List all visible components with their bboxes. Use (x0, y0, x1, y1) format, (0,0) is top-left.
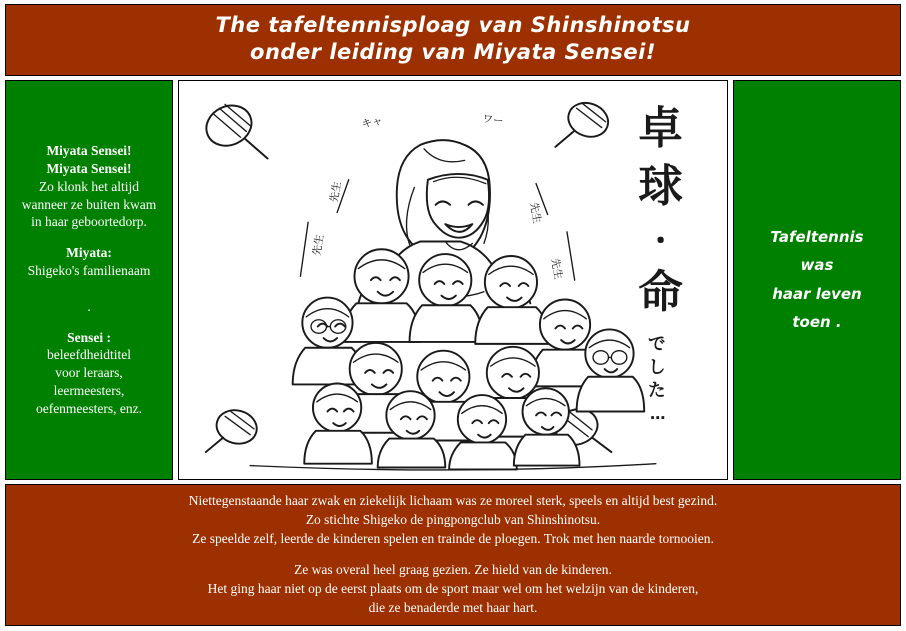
kanji-dot: ・ (646, 223, 676, 258)
kanji-taku: 卓 (638, 102, 683, 154)
footer-line: Ze was overal heel graag gezien. Ze hield van de kinderen. (294, 561, 612, 577)
quote-line: Tafeltennis (770, 227, 864, 246)
kanji-inochi: 命 (638, 266, 683, 318)
title-line-1: The tafeltennisploag van Shinshinotsu (215, 13, 691, 37)
glossary-term-line: Miyata: (66, 245, 112, 261)
svg-text:先生: 先生 (309, 233, 327, 257)
glossary-body-line (14, 280, 164, 298)
quote-line: toen . (792, 313, 842, 332)
footer-spacer (16, 549, 890, 560)
glossary-body-line: beleefdheidtitel (47, 347, 131, 363)
glossary-block-sensei (14, 329, 164, 418)
kanji-caption-shi: し (648, 357, 666, 378)
glossary-body-line: Shigeko's familienaam (27, 263, 151, 279)
page-title (5, 4, 901, 76)
kanji-caption-de: で (648, 334, 666, 355)
glossary-block-miyata-sensei (14, 142, 164, 231)
footer-line: Ze speelde zelf, leerde de kinderen spelen en trainde de ploegen. Trok met hen naarde tornooien. (192, 531, 714, 547)
quote-line: haar leven (772, 284, 862, 303)
svg-text:キャ: キャ (360, 113, 384, 131)
footer-line: die ze benaderde met haar hart. (368, 599, 538, 615)
glossary-block-miyata (14, 244, 164, 315)
quote-line: was (800, 256, 834, 275)
glossary-body-line: Zo klonk het altijd (38, 178, 140, 194)
glossary-body-line: leermeesters, (53, 382, 125, 398)
left-glossary-panel (5, 80, 173, 480)
glossary-body-line: in haar geboortedorp. (31, 214, 147, 230)
svg-text:先生: 先生 (548, 256, 566, 281)
table-tennis-club-drawing (185, 87, 721, 473)
glossary-body-line: . (87, 298, 91, 314)
kanji-caption-dots: … (650, 404, 666, 423)
svg-text:ワー: ワー (481, 111, 505, 128)
glossary-term-line: Miyata Sensei! (46, 143, 132, 159)
kanji-caption-ta: た (648, 380, 666, 401)
footer-line: Niettegenstaande haar zwak en ziekelijk lichaam was ze moreel sterk, speels en altijd best gezind. (188, 493, 718, 509)
svg-text:先生: 先生 (527, 200, 544, 225)
glossary-body-line: wanneer ze buiten kwam (21, 196, 157, 212)
glossary-body-line: oefenmeesters, enz. (35, 400, 143, 416)
glossary-term-line: Sensei : (67, 329, 111, 345)
kanji-kyu: 球 (638, 160, 683, 212)
title-line-2: onder leiding van Miyata Sensei! (250, 39, 656, 64)
footer-line: Zo stichte Shigeko de pingpongclub van Shinshinotsu. (305, 512, 601, 528)
footer-line: Het ging haar niet op de eerst plaats om de sport maar wel om het welzijn van de kinderen, (207, 580, 699, 596)
svg-text:先生: 先生 (327, 179, 344, 204)
content-row (5, 80, 901, 480)
glossary-body-line: voor leraars, (55, 365, 123, 381)
illustration-frame (178, 80, 728, 480)
glossary-term-line: Miyata Sensei! (46, 161, 132, 177)
right-quote-panel (733, 80, 901, 480)
footer-text (5, 484, 901, 626)
